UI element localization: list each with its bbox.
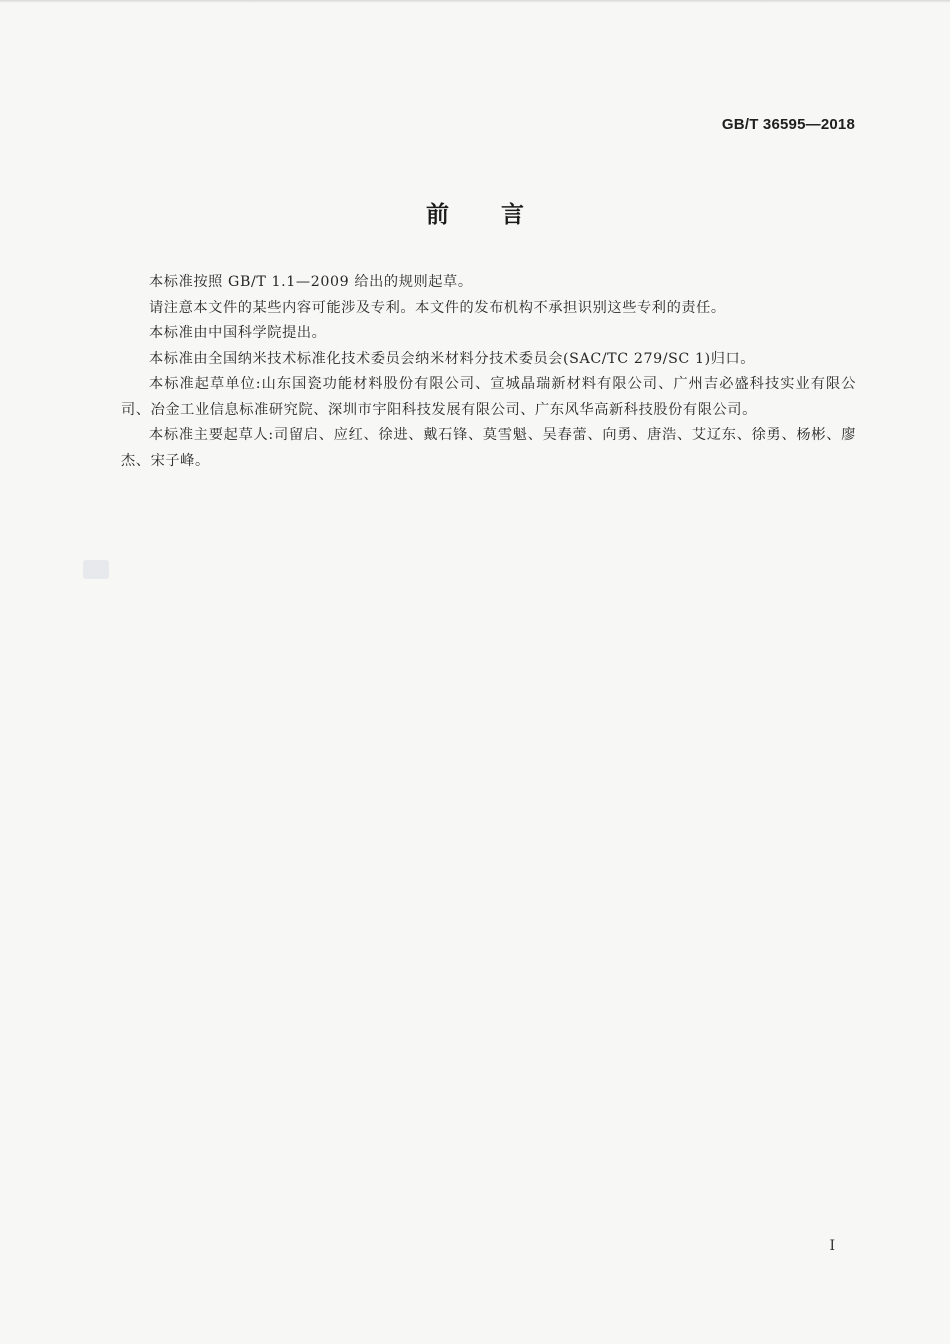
scan-top-edge: [0, 0, 950, 3]
paragraph-proposer: 本标准由中国科学院提出。: [149, 325, 327, 341]
page-title: 前言: [426, 202, 576, 228]
standard-code: GB/T 36595—2018: [721, 116, 855, 133]
paragraph-drafters: 本标准主要起草人:司留启、应红、徐进、戴石锋、莫雪魁、吴春蕾、向勇、唐浩、艾辽东、徐勇、杨彬、廖杰、宋子峰。: [121, 427, 856, 469]
foreword-body: [121, 270, 856, 474]
paragraph-patent-notice: 请注意本文件的某些内容可能涉及专利。本文件的发布机构不承担识别这些专利的责任。: [149, 299, 726, 316]
paragraph-drafting-units: 本标准起草单位:山东国瓷功能材料股份有限公司、宣城晶瑞新材料有限公司、广州吉必盛科技实业有限公司、冶金工业信息标准研究院、深圳市宇阳科技发展有限公司、广东风华高新科技股份有限公司。: [121, 376, 856, 418]
paragraph-drafting-rules: 本标准按照 GB/T 1.1—2009 给出的规则起草。: [149, 274, 473, 290]
paragraph-committee: 本标准由全国纳米技术标准化技术委员会纳米材料分技术委员会(SAC/TC 279/SC 1)归口。: [149, 350, 756, 367]
page-number: I: [829, 1238, 835, 1254]
scan-artifact: [83, 560, 109, 579]
